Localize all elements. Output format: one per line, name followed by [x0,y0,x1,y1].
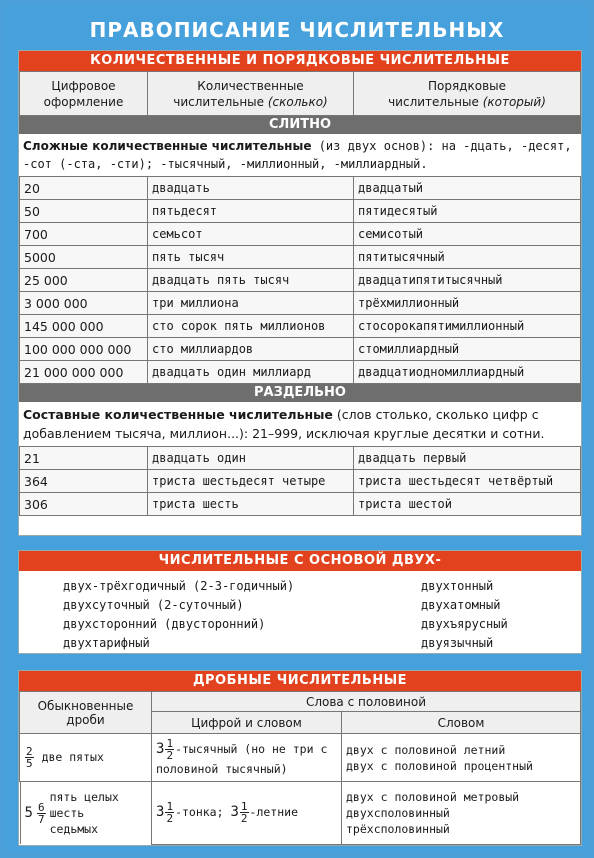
col-word: Словом [342,712,581,734]
digit-cell: 21 [20,447,148,470]
dvuh-list [19,571,581,653]
cardinal-cell: двадцать пять тысяч [148,269,354,292]
table-row [20,246,581,269]
cardinal-cell: триста шесть [148,493,354,516]
digit-cell: 25 000 [20,269,148,292]
digit-cell: 364 [20,470,148,493]
cardinal-cell: триста шестьдесят четыре [148,470,354,493]
digit-cell: 21 000 000 000 [20,361,148,384]
fraction: $\frac{2}{5}$ [26,745,33,770]
ordinal-cell: трёхмиллионный [354,292,581,315]
table-row [20,200,581,223]
digit-cell: 20 [20,177,148,200]
cardinal-cell: пятьдесят [148,200,354,223]
list-item: двухсторонний (двусторонний) [63,617,266,631]
solid-rule: Сложные количественные числительные (из двух основ): на -дцать, -десят, -сот (-ста, -сти); -тысячный, -миллионный, -миллиардный. [19,134,581,176]
cardinal-cell: семьсот [148,223,354,246]
page-title: ПРАВОПИСАНИЕ ЧИСЛИТЕЛЬНЫХ [89,18,505,42]
col-digit-word: Цифрой и словом [152,712,342,734]
digit-cell: 700 [20,223,148,246]
list-item: двухсуточный (2-суточный) [63,598,244,612]
cardinal-cell: пять тысяч [148,246,354,269]
ordinal-cell: триста шестьдесят четвёртый [354,470,581,493]
digit-cell: 50 [20,200,148,223]
cardinal-ordinal-card [18,50,582,536]
separate-rule: Составные количественные числительные (слов столько, сколько цифр с добавлением тысяча, миллион...): 21–999, исключая круглые десятки и сотни. [23,407,545,441]
dvuh-left [63,577,421,653]
solid-label: СЛИТНО [19,116,581,134]
col-digit-header: Цифровое оформление [20,72,148,116]
fraction: $\frac{1}{2}$ [166,800,174,826]
digit-cell: 145 000 000 [20,315,148,338]
table-row: $\frac{2}{5}$ две пятых 3 $\frac{1}{2}$ -тысячный (но не три с половиной тысячный) двух с половиной летний двух с половиной процентный [20,734,581,782]
section-header: ЧИСЛИТЕЛЬНЫЕ С ОСНОВОЙ ДВУХ- [19,551,581,571]
digit-cell: 3 000 000 [20,292,148,315]
table-row [20,338,581,361]
ordinal-cell: двадцатый [354,177,581,200]
cardinal-cell: три миллиона [148,292,354,315]
digit-cell: 306 [20,493,148,516]
section-header: КОЛИЧЕСТВЕННЫЕ И ПОРЯДКОВЫЕ ЧИСЛИТЕЛЬНЫЕ [19,51,581,71]
table-row [20,269,581,292]
table-row [20,447,581,470]
fraction: $\frac{1}{2}$ [166,737,174,762]
col-cardinal-header: Количественные числительные (сколько) [148,72,354,116]
table-row [20,177,581,200]
col-ordinal-header: Порядковые числительные (который) [354,72,581,116]
list-item: двухтарифный [63,636,150,650]
ordinal-cell: двадцатиодномиллиардный [354,361,581,384]
ordinal-cell: стосорокапятимиллионный [354,315,581,338]
list-item: двухтонный [421,579,494,593]
ordinal-cell: семисотый [354,223,581,246]
fractions-table [19,691,581,845]
cardinal-cell: сто миллиардов [148,338,354,361]
fraction: $\frac{1}{2}$ [240,800,248,826]
numerals-table [19,71,581,116]
poster [6,6,588,852]
list-item: двух-трёхгодичный (2-3-годичный) [63,579,295,593]
table-row: 5 6 7 пять целых шесть седьмых 3 $\frac{1}{2}$ -тонка; 3 $\frac{1}{2}$ -летние двух с половиной метровый двухсполовинный трёхсполовинный [20,782,581,845]
separate-label: РАЗДЕЛЬНО [19,384,581,402]
list-item: двуязычный [421,636,494,650]
table-row [20,493,581,516]
table-row [20,292,581,315]
ordinal-cell: пятитысячный [354,246,581,269]
fractions-card [18,670,582,846]
ordinal-cell: триста шестой [354,493,581,516]
solid-rows [19,176,581,384]
list-item: двухъярусный [421,617,508,631]
ordinal-cell: стомиллиардный [354,338,581,361]
col-half-words: Слова с половиной [152,692,581,712]
cardinal-cell: двадцать [148,177,354,200]
ordinal-cell: двадцать первый [354,447,581,470]
table-row [20,470,581,493]
fraction: 6 7 [37,800,45,826]
digit-cell: 5000 [20,246,148,269]
digit-cell: 100 000 000 000 [20,338,148,361]
table-row [20,315,581,338]
section-header: ДРОБНЫЕ ЧИСЛИТЕЛЬНЫЕ [19,671,581,691]
cardinal-cell: двадцать один [148,447,354,470]
list-item: двухатомный [421,598,501,612]
separate-rows [19,446,581,516]
ordinal-cell: двадцатипятитысячный [354,269,581,292]
table-row [20,361,581,384]
dvuh-card [18,550,582,654]
ordinal-cell: пятидесятый [354,200,581,223]
cardinal-cell: двадцать один миллиард [148,361,354,384]
cardinal-cell: сто сорок пять миллионов [148,315,354,338]
table-row [20,223,581,246]
col-common-fractions: Обыкновенные дроби [20,692,152,734]
dvuh-right [421,577,581,653]
